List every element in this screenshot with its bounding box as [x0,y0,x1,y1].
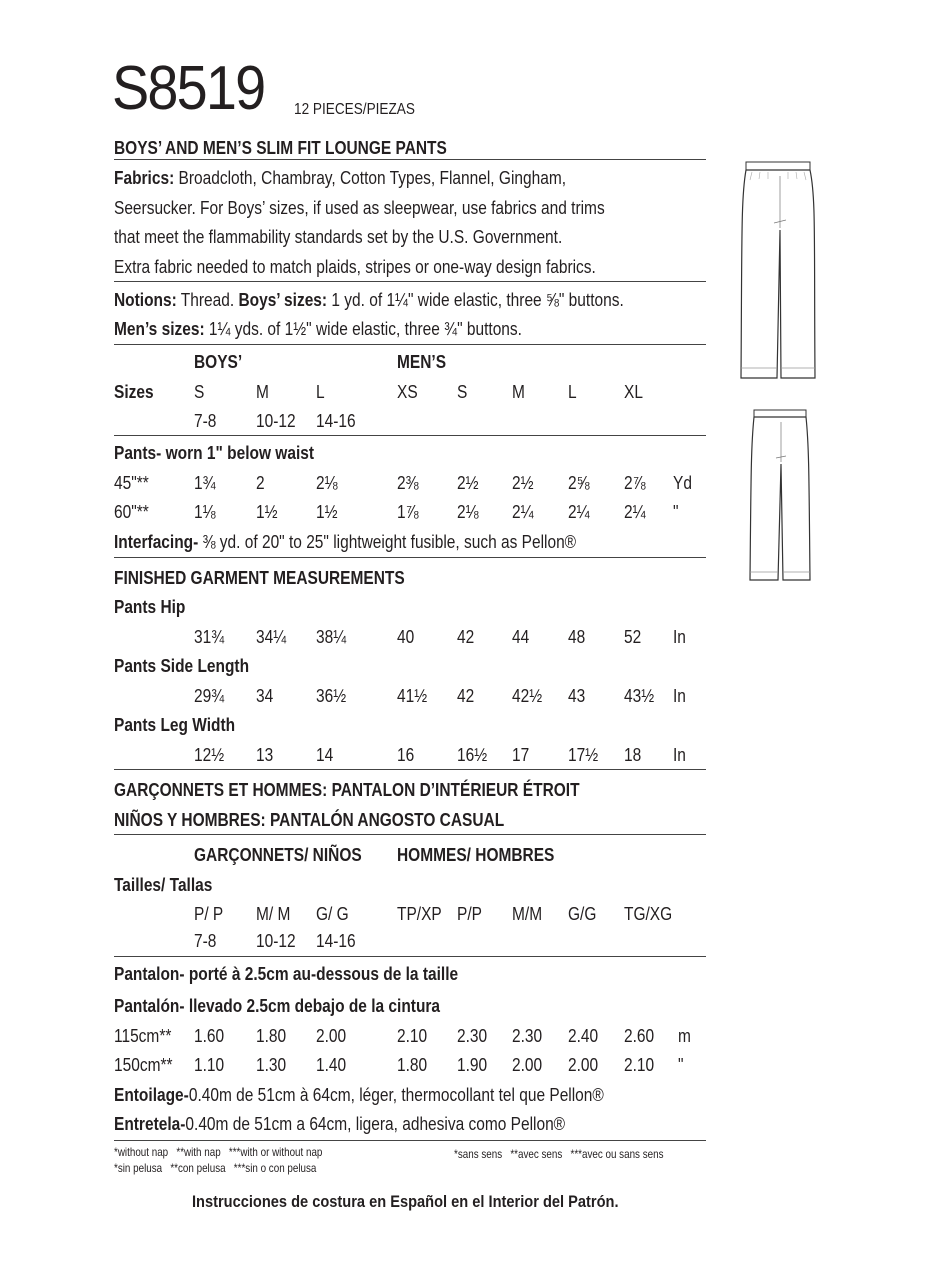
metric-cell: 2.30 [512,1026,543,1046]
measurement-cell: 40 [397,627,415,647]
metric-cell: 2.30 [457,1026,488,1046]
age-cell: 7-8 [194,931,217,951]
size-cell: M [256,382,269,402]
age-cell: 7-8 [194,411,217,431]
metric-cell: 1.80 [397,1055,428,1075]
yardage-cell: 1⅞ [397,502,419,522]
sizes-label: Sizes [114,382,154,402]
measurement-cell: 42 [457,686,475,706]
pieces-count: 12 PIECES/PIEZAS [294,101,415,118]
divider [114,1140,706,1141]
sizes-label-translated: Tailles/ Tallas [114,875,213,895]
size-cell: S [194,382,205,402]
measurement-cell: 42½ [512,686,543,706]
metric-cell: 1.90 [457,1055,488,1075]
metric-cell: 1.30 [256,1055,287,1075]
metric-cell: 2.60 [624,1026,655,1046]
metric-cell: 2.40 [568,1026,599,1046]
measurement-label: Pants Side Length [114,656,250,676]
fabrics-label: Fabrics: [114,168,175,188]
title-spanish: NIÑOS Y HOMBRES: PANTALÓN ANGOSTO CASUAL [114,810,505,830]
divider [114,557,706,558]
footnote-french: *sans sens **avec sens ***avec ou sans sens [454,1147,664,1161]
entretela-label: Entretela- [114,1114,186,1134]
metric-cell: 2.00 [568,1055,599,1075]
metric-cell: 2.10 [397,1026,428,1046]
unit-label: " [678,1055,684,1075]
group-boys: BOYS’ [194,352,243,372]
size-cell: G/ G [316,904,349,924]
metric-cell: 2.00 [512,1055,543,1075]
group-mens: MEN’S [397,352,447,372]
size-cell: G/G [568,904,597,924]
notions-line-2 [114,320,522,338]
boys-sizes-text: 1 yd. of 1¼" wide elastic, three ⅝" buttons. [327,290,624,310]
age-cell: 14-16 [316,411,356,431]
measurement-cell: 48 [568,627,586,647]
entoilage-text: 0.40m de 51cm à 64cm, léger, thermocollant tel que Pellon® [188,1085,604,1105]
measurement-cell: 16 [397,745,415,765]
entretela-text: 0.40m de 51cm a 64cm, ligera, adhesiva como Pellon® [185,1114,566,1134]
pants-illustration-boys [748,406,812,584]
pants-illustration-mens [738,158,818,382]
pants-label: Pants- worn 1" below waist [114,443,315,463]
measurement-cell: 14 [316,745,334,765]
age-cell: 14-16 [316,931,356,951]
footnote-spanish: *sin pelusa **con pelusa ***sin o con pelusa [114,1161,317,1175]
measurement-cell: 44 [512,627,530,647]
pattern-title: BOYS’ AND MEN’S SLIM FIT LOUNGE PANTS [114,138,447,158]
yardage-cell: 1¾ [194,473,216,493]
metric-cell: 1.80 [256,1026,287,1046]
size-cell: P/P [457,904,482,924]
notions-label: Notions: [114,290,177,310]
interfacing-line [114,533,576,551]
unit-label: Yd [673,473,692,493]
size-cell: XS [397,382,418,402]
unit-label: " [673,502,679,522]
size-cell: M/ M [256,904,291,924]
yardage-cell: 1½ [256,502,278,522]
fabrics-line-4: Extra fabric needed to match plaids, stripes or one-way design fabrics. [114,257,596,277]
yardage-cell: 2¼ [568,502,590,522]
measurement-cell: 31¾ [194,627,225,647]
yardage-cell: 2½ [512,473,534,493]
measurement-cell: 41½ [397,686,428,706]
measurement-cell: 12½ [194,745,225,765]
measurement-cell: 34 [256,686,274,706]
age-cell: 10-12 [256,931,296,951]
interfacing-label: Interfacing- [114,532,199,552]
divider [114,344,706,345]
age-cell: 10-12 [256,411,296,431]
title-french: GARÇONNETS ET HOMMES: PANTALON D’INTÉRIEUR ÉTROIT [114,780,580,800]
measurement-cell: 42 [457,627,475,647]
fabrics-line-1 [114,169,566,187]
measurement-cell: 36½ [316,686,347,706]
metric-cell: 2.10 [624,1055,655,1075]
divider [114,281,706,282]
size-cell: L [316,382,325,402]
fabrics-text: Broadcloth, Chambray, Cotton Types, Flannel, Gingham, [174,168,567,188]
measurement-cell: 16½ [457,745,488,765]
metric-cell: 1.10 [194,1055,225,1075]
unit-label: In [673,627,686,647]
fabric-width-label: 150cm** [114,1055,173,1075]
measurement-cell: 52 [624,627,642,647]
pattern-number: S8519 [112,54,265,123]
measurement-label: Pants Leg Width [114,715,236,735]
fabric-width-label: 115cm** [114,1026,172,1046]
mens-sizes-text: 1¼ yds. of 1½" wide elastic, three ¾" buttons. [204,319,522,339]
measurement-cell: 34¼ [256,627,287,647]
yardage-cell: 2⅝ [568,473,590,493]
mens-sizes-label: Men’s sizes: [114,319,205,339]
size-cell: M [512,382,525,402]
entretela-line [114,1115,565,1133]
notions-text: Thread. [176,290,239,310]
size-cell: TG/XG [624,904,673,924]
yardage-cell: 2½ [457,473,479,493]
divider [114,769,706,770]
measurement-cell: 43½ [624,686,655,706]
unit-label: In [673,745,686,765]
measurement-cell: 43 [568,686,586,706]
footnote-english: *without nap **with nap ***with or without nap [114,1145,323,1159]
pants-label-french: Pantalon- porté à 2.5cm au-dessous de la taille [114,964,459,984]
size-cell: S [457,382,468,402]
interfacing-text: ⅜ yd. of 20" to 25" lightweight fusible, such as Pellon® [198,532,577,552]
size-cell: TP/XP [397,904,442,924]
entoilage-line [114,1086,604,1104]
unit-label: In [673,686,686,706]
fabric-width-label: 45"** [114,473,149,493]
measurement-cell: 13 [256,745,274,765]
spanish-instructions-note: Instrucciones de costura en Español en el Interior del Patrón. [192,1192,619,1211]
yardage-cell: 1½ [316,502,338,522]
size-cell: L [568,382,577,402]
measurement-label: Pants Hip [114,597,186,617]
size-cell: M/M [512,904,543,924]
measurements-title: FINISHED GARMENT MEASUREMENTS [114,568,405,588]
unit-label: m [678,1026,691,1046]
measurement-cell: 29¾ [194,686,225,706]
divider [114,956,706,957]
pants-label-spanish: Pantalón- llevado 2.5cm debajo de la cintura [114,996,441,1016]
yardage-cell: 2¼ [624,502,646,522]
metric-cell: 1.40 [316,1055,347,1075]
metric-cell: 2.00 [316,1026,347,1046]
metric-cell: 1.60 [194,1026,225,1046]
fabrics-line-2: Seersucker. For Boys’ sizes, if used as sleepwear, use fabrics and trims [114,198,605,218]
divider [114,834,706,835]
fabrics-line-3: that meet the flammability standards set by the U.S. Government. [114,227,563,247]
group-boys-translated: GARÇONNETS/ NIÑOS [194,845,362,865]
divider [114,159,706,160]
size-cell: P/ P [194,904,224,924]
yardage-cell: 2⅜ [397,473,419,493]
yardage-cell: 2⅛ [457,502,479,522]
yardage-cell: 2⅛ [316,473,338,493]
size-cell: XL [624,382,643,402]
measurement-cell: 17½ [568,745,599,765]
notions-line-1 [114,291,624,309]
measurement-cell: 17 [512,745,530,765]
boys-sizes-label: Boys’ sizes: [238,290,328,310]
yardage-cell: 1⅛ [194,502,216,522]
measurement-cell: 38¼ [316,627,347,647]
yardage-cell: 2⅞ [624,473,646,493]
yardage-cell: 2¼ [512,502,534,522]
measurement-cell: 18 [624,745,642,765]
fabric-width-label: 60"** [114,502,149,522]
group-mens-translated: HOMMES/ HOMBRES [397,845,555,865]
divider [114,435,706,436]
entoilage-label: Entoilage- [114,1085,189,1105]
yardage-cell: 2 [256,473,265,493]
